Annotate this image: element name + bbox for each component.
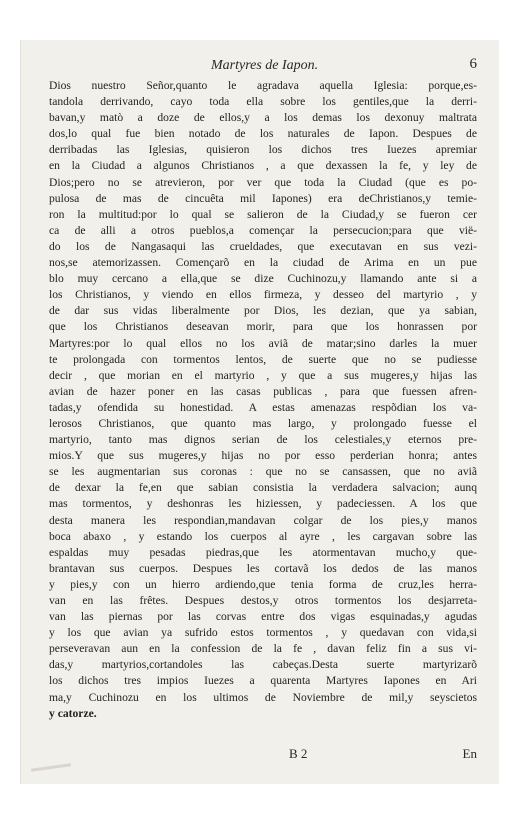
body-text <box>49 78 477 722</box>
text-line: en la Ciudad a algunos Christianos , a que dexassen la fe, y ley de <box>49 159 477 173</box>
page-header <box>21 58 499 78</box>
text-line: avian de hazer poner en las casas publicas , para que fuessen afren- <box>49 384 477 398</box>
text-line: lerosos Christianos, que quanto mas largo, y prolongado fuesse el <box>49 416 477 430</box>
text-line: decir , que morian en el martyrio , y que a sus mugeres,y hijas las <box>49 368 477 382</box>
text-line: te prolongada con tormentos lentos, de suerte que no se pudiesse <box>49 352 477 366</box>
text-line: mas tormentos, y deshonras les hiziessen, y padeciessen. A los que <box>49 497 477 511</box>
text-line: boca abaxo , y estando los cuerpos al ayre , les cargavan sobre las <box>49 529 477 543</box>
text-line: Martyres:por lo qual ellos no los aviã de matar;sino darles la muer <box>49 336 477 350</box>
catchword: En <box>462 746 477 761</box>
text-line: y los que avian ya sufrido estos tormentos , y quedavan con vida,si <box>49 626 477 640</box>
signature-mark: B 2 <box>289 746 308 761</box>
page-number: 6 <box>469 56 477 72</box>
text-line: ron la multitud:por lo qual se salieron de la Ciudad,y se fueron cer <box>49 207 477 221</box>
text-line: bavan,y matò a doze de ellos,y a los demas los dexonuy maltrata <box>49 111 477 125</box>
running-head: Martyres de Iapon. <box>211 58 319 73</box>
text-line: y catorze. <box>49 706 97 720</box>
text-line: van en las frêtes. Despues destos,y otros tormentos los desjarreta- <box>49 594 477 607</box>
text-line: mios.Y que sus mugeres,y hijas no por esso perderian honra; antes <box>49 449 477 463</box>
text-line: tadas,y ofendida su honestidad. A estas amenazas respõdian los va- <box>49 400 477 414</box>
text-line: martyrio, tanto mas dignos serian de los celestiales,y eternos pre- <box>49 433 477 447</box>
text-line: Dios;pero no se atrevieron, por ver que toda la Ciudad (que es po- <box>49 175 477 189</box>
text-line: desta manera les respondian,mandavan colgar de los pies,y manos <box>49 513 477 527</box>
text-line: das,y martyrios,cortandoles las cabeças.Desta suerte martyrizarõ <box>49 658 477 672</box>
text-line: pulosa de mas de cincuêta mil Iapones) era deChristianos,y temie- <box>49 191 477 205</box>
text-line: dos,lo qual fue bien notado de los naturales de Iapon. Despues de <box>49 127 477 141</box>
book-page <box>20 40 499 784</box>
text-line: tandola derrivando, cayo toda ella sobre los gentiles,que la derri- <box>49 95 477 109</box>
text-line: que los Christianos deseavan morir, para que los honrassen por <box>49 320 477 334</box>
text-line: de dexar la fe,en que sabian consistia la verdadera salvacion; aunq <box>49 481 477 495</box>
page-footer <box>21 746 499 766</box>
text-line: se les augmentarian sus coronas : que no se cansassen, que no aviã <box>49 465 477 479</box>
text-line: los dichos tres impios Iuezes a quarenta Martyres Iapones en Ari <box>49 674 477 688</box>
text-line: espaldas muy pesadas piedras,que les atormentavan mucho,y que- <box>49 545 477 559</box>
text-line: ca de alli a otros pueblos,a començar la persecucion;para que vië- <box>49 223 477 237</box>
text-line: perseveravan aun en la confession de la fe , davan feliz fin a sus vi- <box>49 642 477 656</box>
text-line: brantavan sus cuerpos. Despues les cortavã los dedos de las manos <box>49 561 477 575</box>
text-line: van las piernas por las corvas entre dos vigas esquinadas,y agudas <box>49 610 477 624</box>
text-line: derribadas las Iglesias, quisieron los dichos tres Iuezes apremiar <box>49 143 477 157</box>
text-line: do los de Nangasaqui las crueldades, que executavan en sus vezi- <box>49 239 477 253</box>
text-line: los Christianos, y viendo en ellos firmeza, y desseo del martyrio , y <box>49 288 477 302</box>
text-line: blo muy cercano a ella,que se dize Cuchinozu,y llamando ante si a <box>49 272 477 286</box>
text-line: de dar sus vidas liberalmente por Dios, les dezian, que ya sabian, <box>49 304 477 318</box>
text-line: ma,y Cuchinozu en los ultimos de Noviembre de mil,y seyscietos <box>49 690 477 704</box>
text-line: Dios nuestro Señor,quanto le agradava aquella Iglesia: porque,es- <box>49 79 477 92</box>
text-line: nos,se atemorizassen. Començarõ en la ciudad de Arima en un pue <box>49 256 477 270</box>
text-line: y pies,y con un hierro ardiendo,que tenia forma de cruz,les herra- <box>49 577 477 591</box>
